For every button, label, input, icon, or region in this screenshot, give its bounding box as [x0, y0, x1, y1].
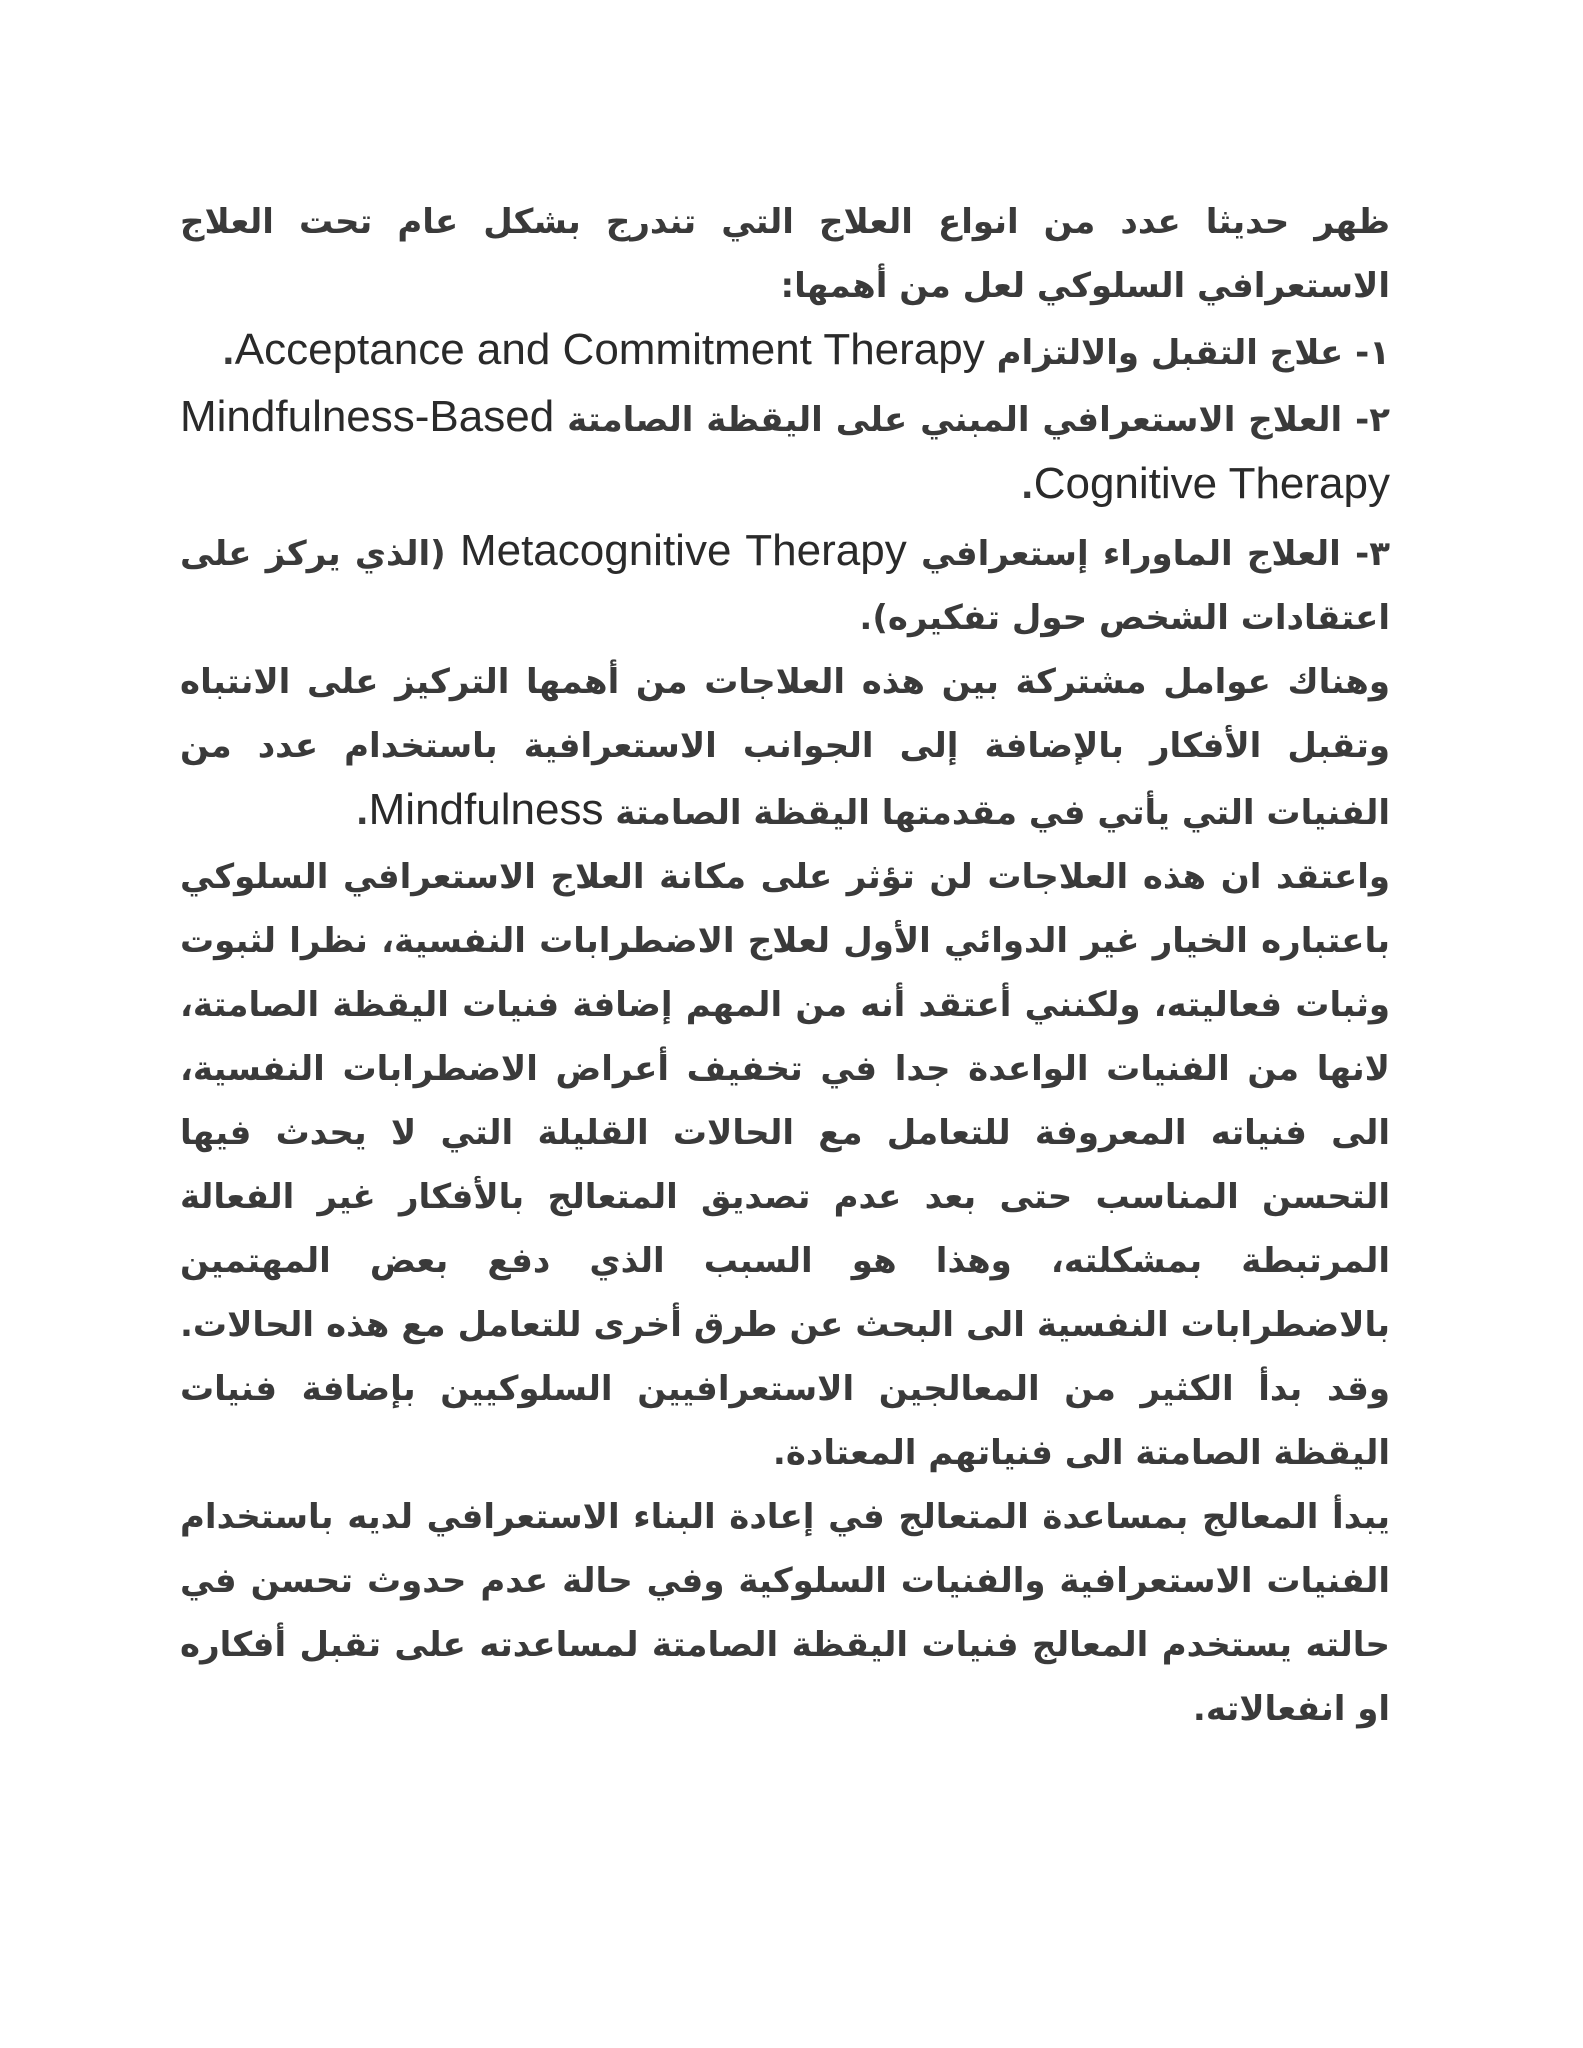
intro-paragraph: ظهر حديثا عدد من انواع العلاج التي تندرج بشكل عام تحت العلاج الاستعرافي السلوكي لعل من أهمها:	[180, 202, 1390, 306]
list-item-1-arabic: ١- علاج التقبل والالتزام	[996, 333, 1390, 373]
list-item-2	[180, 385, 1390, 519]
list-item-3-english: Metacognitive Therapy	[459, 526, 907, 575]
common-factors-english: Mindfulness	[368, 785, 604, 834]
list-item-2-suffix: .	[1020, 467, 1034, 507]
list-item-3	[180, 519, 1390, 650]
common-factors-paragraph	[180, 650, 1390, 845]
document-page	[180, 190, 1390, 1741]
common-factors-arabic: وهناك عوامل مشتركة بين هذه العلاجات من أهمها التركيز على الانتباه وتقبل الأفكار بالإضافة إلى الجوانب الاستعرافية باستخدام عدد من الفنيات التي يأتي في مقدمتها اليقظة الصامتة	[180, 662, 1390, 833]
opinion-paragraph: واعتقد ان هذه العلاجات لن تؤثر على مكانة العلاج الاستعرافي السلوكي باعتباره الخيار غير الدوائي الأول لعلاج الاضطرابات النفسية، نظرا لثبوت وثبات فعاليته، ولكنني أعتقد أنه من المهم إضافة فنيات اليقظة الصامتة، لانها من الفنيات الواعدة جدا في تخفيف أعراض الاضطرابات النفسية، الى فنياته المعروفة للتعامل مع الحالات القليلة التي لا يحدث فيها التحسن المناسب حتى بعد عدم تصديق المتعالج بالأفكار غير الفعالة المرتبطة بمشكلته، وهذا هو السبب الذي دفع بعض المهتمين بالاضطرابات النفسية الى البحث عن طرق أخرى للتعامل مع هذه الحالات. وقد بدأ الكثير من المعالجين الاستعرافيين السلوكيين بإضافة فنيات اليقظة الصامتة الى فنياتهم المعتادة.	[180, 857, 1390, 1473]
list-item-2-english: Mindfulness-Based Cognitive Therapy	[180, 392, 1390, 508]
list-item-3-suffix: (الذي يركز على اعتقادات الشخص حول تفكيره).	[180, 534, 1390, 638]
closing-paragraph: يبدأ المعالج بمساعدة المتعالج في إعادة البناء الاستعرافي لديه باستخدام الفنيات الاستعرافية والفنيات السلوكية وفي حالة عدم حدوث تحسن في حالته يستخدم المعالج فنيات اليقظة الصامتة لمساعدته على تقبل أفكاره او انفعالاته.	[180, 1497, 1390, 1729]
list-item-3-arabic: ٣- العلاج الماوراء إستعرافي	[921, 534, 1390, 574]
common-factors-suffix: .	[355, 793, 369, 833]
list-item-1-suffix: .	[221, 333, 235, 373]
list-item-1-english: Acceptance and Commitment Therapy	[234, 325, 985, 374]
list-item-2-arabic: ٢- العلاج الاستعرافي المبني على اليقظة الصامتة	[567, 400, 1390, 440]
list-item-1	[180, 318, 1390, 385]
